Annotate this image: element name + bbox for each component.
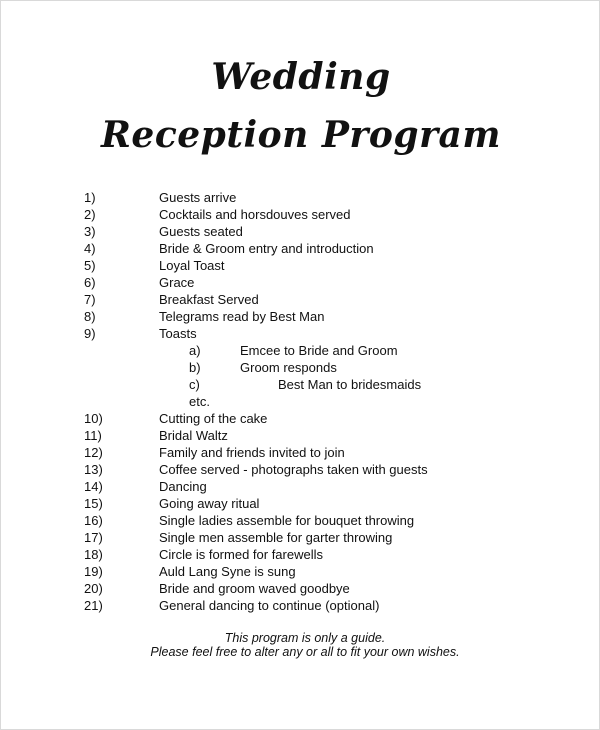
- list-item: [1, 257, 600, 274]
- item-text: Cocktails and horsdouves served: [159, 207, 351, 222]
- sub-item-text: Emcee to Bride and Groom: [240, 343, 398, 358]
- list-item: [1, 461, 600, 478]
- item-text: General dancing to continue (optional): [159, 598, 380, 613]
- item-text: Coffee served - photographs taken with guests: [159, 462, 428, 477]
- list-item: [1, 291, 600, 308]
- sub-list-item: [1, 359, 600, 376]
- list-item: [1, 410, 600, 427]
- list-item: [1, 274, 600, 291]
- footer-note-line-1: This program is only a guide.: [224, 631, 386, 645]
- item-text: Telegrams read by Best Man: [159, 309, 325, 324]
- item-number: 16): [84, 513, 103, 528]
- sub-list-item: [1, 376, 600, 393]
- item-text: Single ladies assemble for bouquet throwing: [159, 513, 415, 528]
- item-text: Guests seated: [159, 224, 243, 239]
- item-text: Breakfast Served: [159, 292, 259, 307]
- list-item: [1, 512, 600, 529]
- sub-item-letter: a): [189, 343, 201, 358]
- list-item: [1, 580, 600, 597]
- list-item: [1, 240, 600, 257]
- item-number: 11): [84, 428, 102, 443]
- list-item: [1, 223, 600, 240]
- item-number: 6): [84, 275, 96, 290]
- list-item: [1, 427, 600, 444]
- item-number: 1): [84, 190, 96, 205]
- item-number: 12): [84, 445, 103, 460]
- item-number: 3): [84, 224, 96, 239]
- item-number: 18): [84, 547, 103, 562]
- list-item: [1, 478, 600, 495]
- item-number: 19): [84, 564, 103, 579]
- item-text: Cutting of the cake: [159, 411, 268, 426]
- list-item: [1, 495, 600, 512]
- list-item: [1, 189, 600, 206]
- sub-item-letter: b): [189, 360, 201, 375]
- item-text: Bride and groom waved goodbye: [159, 581, 350, 596]
- item-text: Auld Lang Syne is sung: [159, 564, 296, 579]
- item-text: Toasts: [159, 326, 197, 341]
- footer-note-line-2: Please feel free to alter any or all to fit your own wishes.: [150, 645, 460, 659]
- item-number: 21): [84, 598, 103, 613]
- item-number: 8): [84, 309, 96, 324]
- item-number: 9): [84, 326, 96, 341]
- sub-list-etc: [1, 393, 600, 410]
- item-number: 10): [84, 411, 103, 426]
- item-text: Going away ritual: [159, 496, 260, 511]
- sub-item-text: Groom responds: [240, 360, 337, 375]
- item-number: 15): [84, 496, 103, 511]
- item-text: Guests arrive: [159, 190, 237, 205]
- item-number: 14): [84, 479, 103, 494]
- item-text: Bride & Groom entry and introduction: [159, 241, 374, 256]
- list-item: [1, 206, 600, 223]
- sub-list-item: [1, 342, 600, 359]
- page-title-line-1: Wedding: [211, 56, 391, 98]
- list-item: [1, 529, 600, 546]
- item-number: 13): [84, 462, 103, 477]
- item-text: Family and friends invited to join: [159, 445, 345, 460]
- item-text: Circle is formed for farewells: [159, 547, 323, 562]
- item-number: 5): [84, 258, 96, 273]
- item-number: 2): [84, 207, 96, 222]
- item-number: 7): [84, 292, 96, 307]
- item-text: Loyal Toast: [159, 258, 225, 273]
- item-text: Dancing: [159, 479, 207, 494]
- list-item: [1, 597, 600, 614]
- list-item: [1, 563, 600, 580]
- item-text: Grace: [159, 275, 195, 290]
- item-number: 17): [84, 530, 103, 545]
- list-item: [1, 308, 600, 325]
- item-text: Single men assemble for garter throwing: [159, 530, 393, 545]
- list-item: [1, 546, 600, 563]
- item-number: 20): [84, 581, 103, 596]
- sub-item-letter: c): [189, 377, 200, 392]
- item-number: 4): [84, 241, 96, 256]
- list-item: [1, 325, 600, 342]
- etc-text: etc.: [189, 394, 210, 409]
- sub-item-text: Best Man to bridesmaids: [278, 377, 422, 392]
- item-text: Bridal Waltz: [159, 428, 228, 443]
- list-item: [1, 444, 600, 461]
- page-title-line-2: Reception Program: [101, 114, 501, 156]
